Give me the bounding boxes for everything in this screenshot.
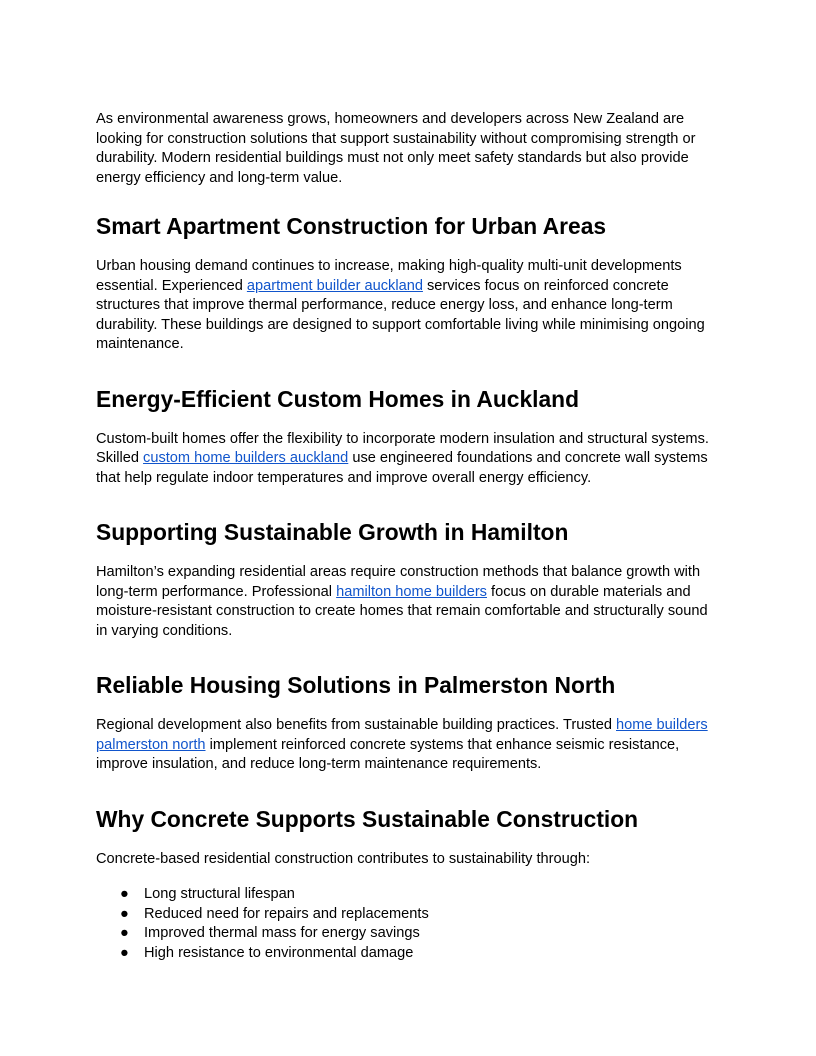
section-paragraph bbox=[96, 563, 720, 641]
document-page bbox=[96, 110, 720, 963]
paragraph-text: services focus on reinforced concrete structures that improve thermal performance, reduce energy loss, and enhance long-term durability. These buildings are designed to support comfortable living while minimising ongoing maintenance. bbox=[96, 277, 705, 352]
section-heading: Why Concrete Supports Sustainable Construction bbox=[96, 805, 639, 832]
bullet-icon: ● bbox=[120, 925, 129, 941]
list-item bbox=[96, 944, 720, 964]
paragraph-text: Urban housing demand continues to increase, making high-quality multi-unit developments essential. Experienced bbox=[96, 258, 682, 294]
paragraph-text: use engineered foundations and concrete wall systems that help regulate indoor temperatures and improve overall energy efficiency. bbox=[96, 450, 708, 486]
list-lead-paragraph: Concrete-based residential construction contributes to sustainability through: bbox=[96, 850, 591, 867]
section-paragraph bbox=[96, 257, 720, 355]
bullet-icon: ● bbox=[120, 944, 129, 961]
section-heading: Reliable Housing Solutions in Palmerston North bbox=[96, 672, 616, 698]
bullet-icon: ● bbox=[120, 905, 129, 922]
custom-home-builders-auckland-link[interactable]: custom home builders auckland bbox=[143, 450, 349, 466]
list-item-text: Long structural lifespan bbox=[144, 886, 295, 902]
bullet-icon: ● bbox=[120, 886, 129, 902]
list-item bbox=[96, 905, 720, 925]
list-item-text: Reduced need for repairs and replacements bbox=[144, 905, 429, 922]
paragraph-text: Regional development also benefits from sustainable building practices. Trusted bbox=[96, 717, 616, 733]
intro-paragraph: As environmental awareness grows, homeowners and developers across New Zealand are looking for construction solutions that support sustainability without compromising strength or durability. Modern residential buildings must not only meet safety standards but also provide energy efficiency and long-term value. bbox=[96, 111, 696, 186]
list-item bbox=[96, 924, 720, 944]
list-item-text: Improved thermal mass for energy savings bbox=[144, 925, 420, 941]
section-paragraph bbox=[96, 430, 720, 489]
home-builders-palmerston-north-link[interactable]: home builders palmerston north bbox=[96, 717, 708, 753]
section-paragraph bbox=[96, 716, 720, 775]
paragraph-text: Custom-built homes offer the flexibility to incorporate modern insulation and structural systems. Skilled bbox=[96, 430, 709, 466]
list-item bbox=[96, 885, 720, 905]
section-heading: Energy-Efficient Custom Homes in Auckland bbox=[96, 385, 580, 412]
hamilton-home-builders-link[interactable]: hamilton home builders bbox=[336, 583, 487, 600]
section-heading: Smart Apartment Construction for Urban Areas bbox=[96, 213, 607, 239]
benefits-list bbox=[96, 885, 720, 963]
paragraph-text: focus on durable materials and moisture-resistant construction to create homes that remain comfortable and structurally sound in varying conditions. bbox=[96, 583, 708, 639]
paragraph-text: Hamilton’s expanding residential areas require construction methods that balance growth with long-term performance. Professional bbox=[96, 564, 701, 600]
apartment-builder-auckland-link[interactable]: apartment builder auckland bbox=[246, 277, 423, 294]
list-item-text: High resistance to environmental damage bbox=[144, 944, 414, 961]
section-heading: Supporting Sustainable Growth in Hamilton bbox=[96, 519, 569, 545]
paragraph-text: implement reinforced concrete systems that enhance seismic resistance, improve insulation, and reduce long-term maintenance requirements. bbox=[96, 736, 680, 772]
